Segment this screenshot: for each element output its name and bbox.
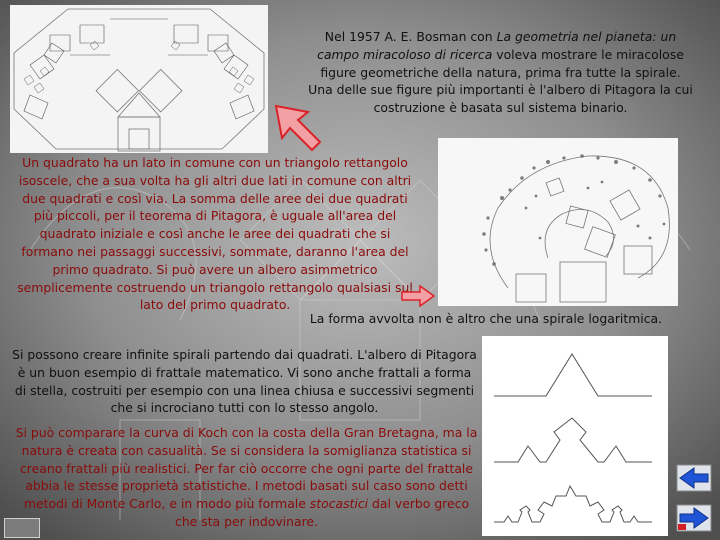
spiral-tree-drawing bbox=[438, 138, 678, 306]
construction-paragraph: Un quadrato ha un lato in comune con un triangolo rettangolo isoscele, che a sua volta ha gli altri due lati in comune con altri due quadrati e così via. La somma delle aree dei due quadrati più piccoli, per il teorema di Pitagora, è uguale all'area del quadrato iniziale e così anche le aree dei quadrati che si formano nei passaggi successivi, sommate, daranno l'area del primo quadrato. Si può avere un albero asimmetrico semplicemente costruendo un triangolo rettangolo qualsiasi sul lato del primo quadrato. bbox=[17, 155, 413, 313]
koch-text-start: Si può comparare la curva di Koch con la costa della Gran Bretagna, ma la natura è creata con casualità. Se si considera la somiglianza statistica si creano frattali più realistici. Per far ciò occorre che ogni parte del frattale abbia le stesse proprietà statistiche. I metodi basati sul caso sono detti metodi di Monte Carlo, e in modo più formale bbox=[15, 425, 478, 512]
intro-text-end: voleva mostrare le miracolose figure geometriche della natura, prima fra tutte la spirale. Una delle sue figure più importanti è l'albero di Pitagora la cui costruzione è basata sul sistema binario. bbox=[308, 46, 693, 116]
intro-text-start: Nel 1957 A. E. Bosman con bbox=[324, 29, 497, 44]
book-title: La geometria nel pianeta: un campo miracoloso di ricerca bbox=[317, 29, 677, 62]
arrow-left-icon bbox=[676, 464, 712, 492]
stochastic-word: stocastici bbox=[309, 496, 369, 512]
koch-text-end: dal verbo greco che sta per indovinare. bbox=[175, 496, 470, 529]
pythagoras-tree-drawing bbox=[10, 5, 268, 153]
intro-paragraph bbox=[308, 28, 693, 117]
arrow-right-icon bbox=[676, 504, 712, 532]
logarithmic-spiral-image bbox=[438, 138, 678, 306]
koch-curve-drawing bbox=[482, 336, 668, 536]
arrow-right-icon bbox=[400, 284, 436, 308]
pythagoras-tree-image bbox=[10, 5, 268, 153]
back-button[interactable] bbox=[676, 464, 712, 492]
koch-paragraph bbox=[14, 424, 479, 531]
fractals-paragraph: Si possono creare infinite spirali partendo dai quadrati. L'albero di Pitagora è un buon esempio di frattale matematico. Vi sono anche frattali a forma di stella, costruiti per esempio con una linea chiusa e successivi segmenti che si incrociano tutti con lo stesso angolo. bbox=[12, 347, 477, 416]
forward-button[interactable] bbox=[676, 504, 712, 532]
koch-curve-image bbox=[482, 336, 668, 536]
spiral-caption: La forma avvolta non è altro che una spirale logaritmica. bbox=[309, 311, 663, 326]
slide-thumbnail bbox=[4, 518, 40, 538]
